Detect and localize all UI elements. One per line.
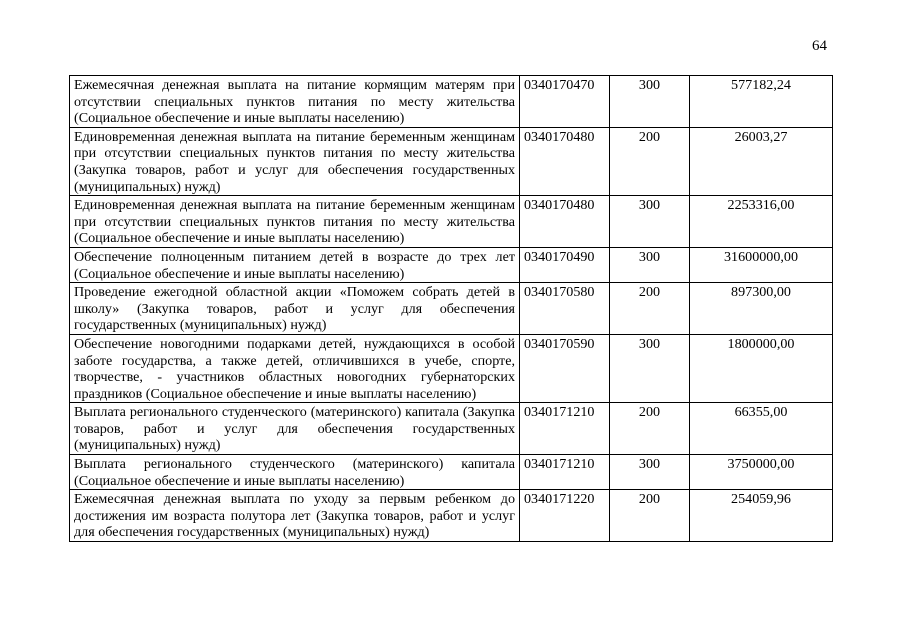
expense-type-code: 200 xyxy=(610,403,690,455)
amount-value: 254059,96 xyxy=(690,490,833,542)
expense-description: Ежемесячная денежная выплата по уходу за первым ребенком до достижения им возраста полутора лет (Закупка товаров, работ и услуг для обеспечения государственных (муниципальных) нужд) xyxy=(70,490,520,542)
expense-description: Выплата регионального студенческого (материнского) капитала (Социальное обеспечение и иные выплаты населению) xyxy=(70,455,520,490)
target-article-code: 0340171210 xyxy=(520,403,610,455)
amount-value: 3750000,00 xyxy=(690,455,833,490)
expense-type-code: 300 xyxy=(610,247,690,282)
expense-description: Проведение ежегодной областной акции «Поможем собрать детей в школу» (Закупка товаров, работ и услуг для обеспечения государственных (муниципальных) нужд) xyxy=(70,283,520,335)
target-article-code: 0340170590 xyxy=(520,334,610,402)
budget-table xyxy=(69,75,833,542)
expense-type-code: 300 xyxy=(610,76,690,128)
amount-value: 26003,27 xyxy=(690,127,833,195)
amount-value: 577182,24 xyxy=(690,76,833,128)
table-row xyxy=(70,247,833,282)
target-article-code: 0340170480 xyxy=(520,196,610,248)
amount-value: 1800000,00 xyxy=(690,334,833,402)
target-article-code: 0340170480 xyxy=(520,127,610,195)
expense-description: Единовременная денежная выплата на питание беременным женщинам при отсутствии специальных пунктов питания по месту жительства (Социальное обеспечение и иные выплаты населению) xyxy=(70,196,520,248)
table-row xyxy=(70,455,833,490)
table-row xyxy=(70,196,833,248)
table-row xyxy=(70,490,833,542)
target-article-code: 0340170470 xyxy=(520,76,610,128)
expense-type-code: 300 xyxy=(610,455,690,490)
expense-type-code: 200 xyxy=(610,283,690,335)
expense-description: Ежемесячная денежная выплата на питание кормящим матерям при отсутствии специальных пунктов питания по месту жительства (Социальное обеспечение и иные выплаты населению) xyxy=(70,76,520,128)
amount-value: 897300,00 xyxy=(690,283,833,335)
expense-type-code: 200 xyxy=(610,127,690,195)
expense-description: Обеспечение полноценным питанием детей в возрасте до трех лет (Социальное обеспечение и иные выплаты населению) xyxy=(70,247,520,282)
table-row xyxy=(70,403,833,455)
expense-type-code: 300 xyxy=(610,334,690,402)
table-row xyxy=(70,334,833,402)
table-row xyxy=(70,283,833,335)
expense-type-code: 200 xyxy=(610,490,690,542)
amount-value: 66355,00 xyxy=(690,403,833,455)
expense-type-code: 300 xyxy=(610,196,690,248)
page-number: 64 xyxy=(812,38,827,54)
table-row xyxy=(70,127,833,195)
target-article-code: 0340171210 xyxy=(520,455,610,490)
target-article-code: 0340171220 xyxy=(520,490,610,542)
expense-description: Обеспечение новогодними подарками детей, нуждающихся в особой заботе государства, а также детей, отличившихся в учебе, спорте, творчестве, - участников областных новогодних губернаторских праздников (Социальное обеспечение и иные выплаты населению) xyxy=(70,334,520,402)
expense-description: Единовременная денежная выплата на питание беременным женщинам при отсутствии специальных пунктов питания по месту жительства (Закупка товаров, работ и услуг для обеспечения государственных (муниципальных) нужд) xyxy=(70,127,520,195)
amount-value: 31600000,00 xyxy=(690,247,833,282)
amount-value: 2253316,00 xyxy=(690,196,833,248)
expense-description: Выплата регионального студенческого (материнского) капитала (Закупка товаров, работ и услуг для обеспечения государственных (муниципальных) нужд) xyxy=(70,403,520,455)
table-row xyxy=(70,76,833,128)
target-article-code: 0340170490 xyxy=(520,247,610,282)
target-article-code: 0340170580 xyxy=(520,283,610,335)
